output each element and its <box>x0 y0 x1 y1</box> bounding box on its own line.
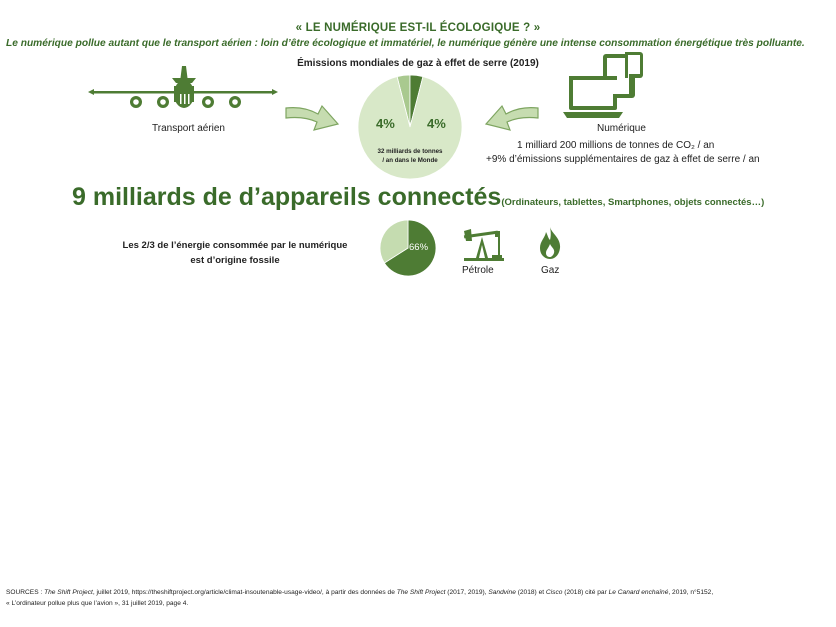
digital-growth: +9% d’émissions supplémentaires de gaz à effet de serre / an <box>486 154 760 165</box>
sources-note <box>6 587 832 609</box>
sources-shift2: The Shift Project <box>396 589 446 596</box>
pie-total-line2: / an dans le Monde <box>382 157 438 164</box>
sources-cisco: Cisco <box>545 589 563 596</box>
devices-heading-detail: (Ordinateurs, tablettes, Smartphones, objets connectés…) <box>501 197 765 208</box>
fossil-energy-text <box>100 238 370 268</box>
devices-heading-main: 9 milliards de d’appareils connectés <box>72 183 502 211</box>
digital-tonnes: 1 milliard 200 millions de tonnes de CO₂ / an <box>517 140 715 151</box>
sources-part2: (2017, 2019), <box>445 589 489 596</box>
sources-shift1: The Shift Project <box>44 589 93 596</box>
pie-left-percent: 4% <box>376 116 395 131</box>
sources-prefix: SOURCES : <box>6 589 45 596</box>
fossil-energy-line1: Les 2/3 de l’énergie consommée par le numérique <box>122 240 348 251</box>
sources-part4: (2018) cité par <box>562 589 609 596</box>
pie-total-caption <box>365 147 455 165</box>
sources-part3: (2018) et <box>515 589 546 596</box>
fossil-pie-chart <box>379 219 437 277</box>
devices-icon <box>563 50 647 122</box>
page-subtitle: Le numérique pollue autant que le transport aérien : loin d’être écologique et immatériel, le numérique génère une intense consommation énergétique très polluante. <box>6 38 805 49</box>
devices-heading <box>72 183 764 212</box>
sources-sandvine: Sandvine <box>488 589 516 596</box>
sources-part1: , juillet 2019, https://theshiftproject.org/article/climat-insoutenable-usage-video/, à partir des données de <box>92 589 397 596</box>
oil-pump-icon <box>462 225 506 261</box>
sources-line1 <box>6 587 832 598</box>
emissions-title: Émissions mondiales de gaz à effet de serre (2019) <box>297 58 539 69</box>
arrow-left-icon <box>482 100 540 136</box>
pie-total-line1: 32 milliards de tonnes <box>377 148 443 155</box>
fossil-energy-line2: est d’origine fossile <box>190 255 280 266</box>
gas-label: Gaz <box>541 265 560 276</box>
airplane-icon <box>88 64 278 114</box>
transport-label: Transport aérien <box>152 123 225 134</box>
fossil-pie-label: 66% <box>409 242 429 253</box>
arrow-right-icon <box>284 100 342 136</box>
sources-part5: , 2019, n°5152, <box>668 589 714 596</box>
sources-line2: « L’ordinateur pollue plus que l’avion », 31 juillet 2019, page 4. <box>6 600 189 607</box>
oil-label: Pétrole <box>462 265 494 276</box>
sources-canard: Le Canard enchaîné <box>608 589 669 596</box>
page-title: « LE NUMÉRIQUE EST-IL ÉCOLOGIQUE ? » <box>295 22 541 34</box>
digital-label: Numérique <box>597 123 646 134</box>
gas-flame-icon <box>537 226 563 260</box>
pie-right-percent: 4% <box>427 116 446 131</box>
